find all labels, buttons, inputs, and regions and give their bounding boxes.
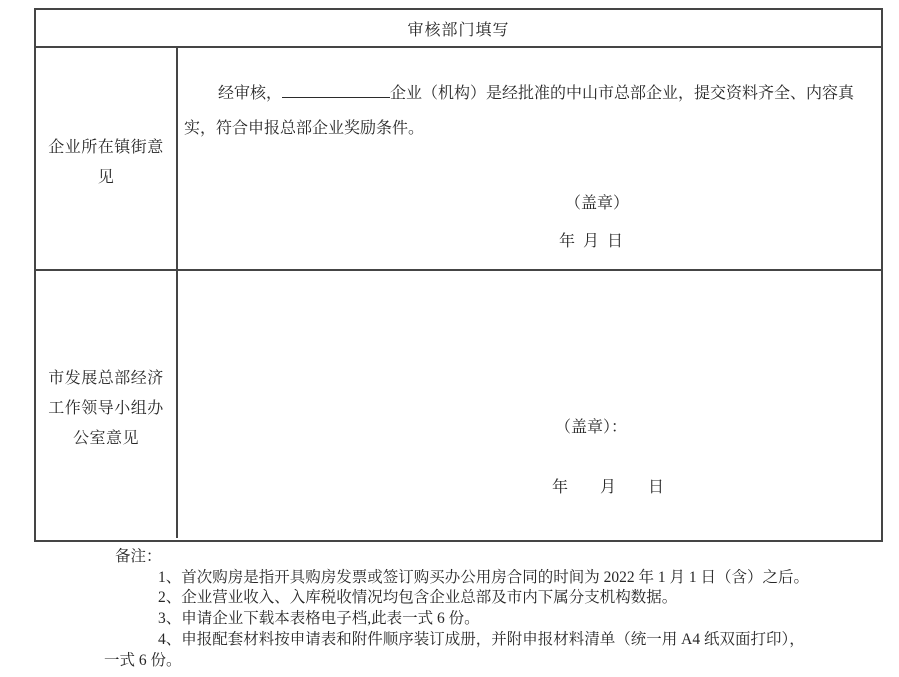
note-item-3: 3、申请企业下载本表格电子档,此表一式 6 份。 xyxy=(158,610,480,628)
label-line: 市发展总部经济 xyxy=(48,369,164,387)
statement-suffix: 企业（机构）是经批准的中山市总部企业，提交资料齐全、内容真 xyxy=(390,85,855,102)
stamp-placeholder: （盖章） xyxy=(565,195,630,212)
review-section-table xyxy=(34,8,883,542)
table-header-row xyxy=(36,10,881,48)
leading-group-opinion-label xyxy=(36,271,178,538)
leading-group-opinion-row xyxy=(36,271,881,538)
stamp-placeholder: （盖章）： xyxy=(555,419,628,436)
note-item-4: 4、申报配套材料按申请表和附件顺序装订成册，并附申报材料清单（统一用 A4 纸双面打印）， xyxy=(158,630,805,648)
label-line: 公室意见 xyxy=(72,429,139,447)
note-item-4-continuation: 一式 6 份。 xyxy=(104,651,182,669)
date-placeholder: 年 月 日 xyxy=(559,233,624,250)
notes-section xyxy=(104,547,894,671)
statement-prefix: 经审核， xyxy=(218,85,283,102)
review-statement-line-2: 实，符合申报总部企业奖励条件。 xyxy=(184,120,425,137)
leading-group-opinion-content xyxy=(178,271,881,538)
table-header-title: 审核部门填写 xyxy=(407,21,510,39)
town-street-opinion-label xyxy=(36,48,178,269)
town-street-opinion-content xyxy=(178,48,881,269)
review-statement-line-1 xyxy=(184,76,873,111)
note-item-2: 2、企业营业收入、入库税收情况均包含企业总部及市内下属分支机构数据。 xyxy=(158,589,678,607)
date-placeholder: 年 月 日 xyxy=(552,479,665,496)
company-name-blank xyxy=(282,85,390,98)
label-line: 企业所在镇街意 xyxy=(48,138,164,156)
town-street-opinion-row xyxy=(36,48,881,271)
notes-heading: 备注： xyxy=(115,548,162,565)
review-statement xyxy=(178,48,881,146)
label-line: 工作领导小组办 xyxy=(48,399,164,417)
label-line: 见 xyxy=(97,168,115,186)
note-item-1: 1、首次购房是指开具购房发票或签订购买办公用房合同的时间为 2022 年 1 月 1 日（含）之后。 xyxy=(158,568,810,586)
